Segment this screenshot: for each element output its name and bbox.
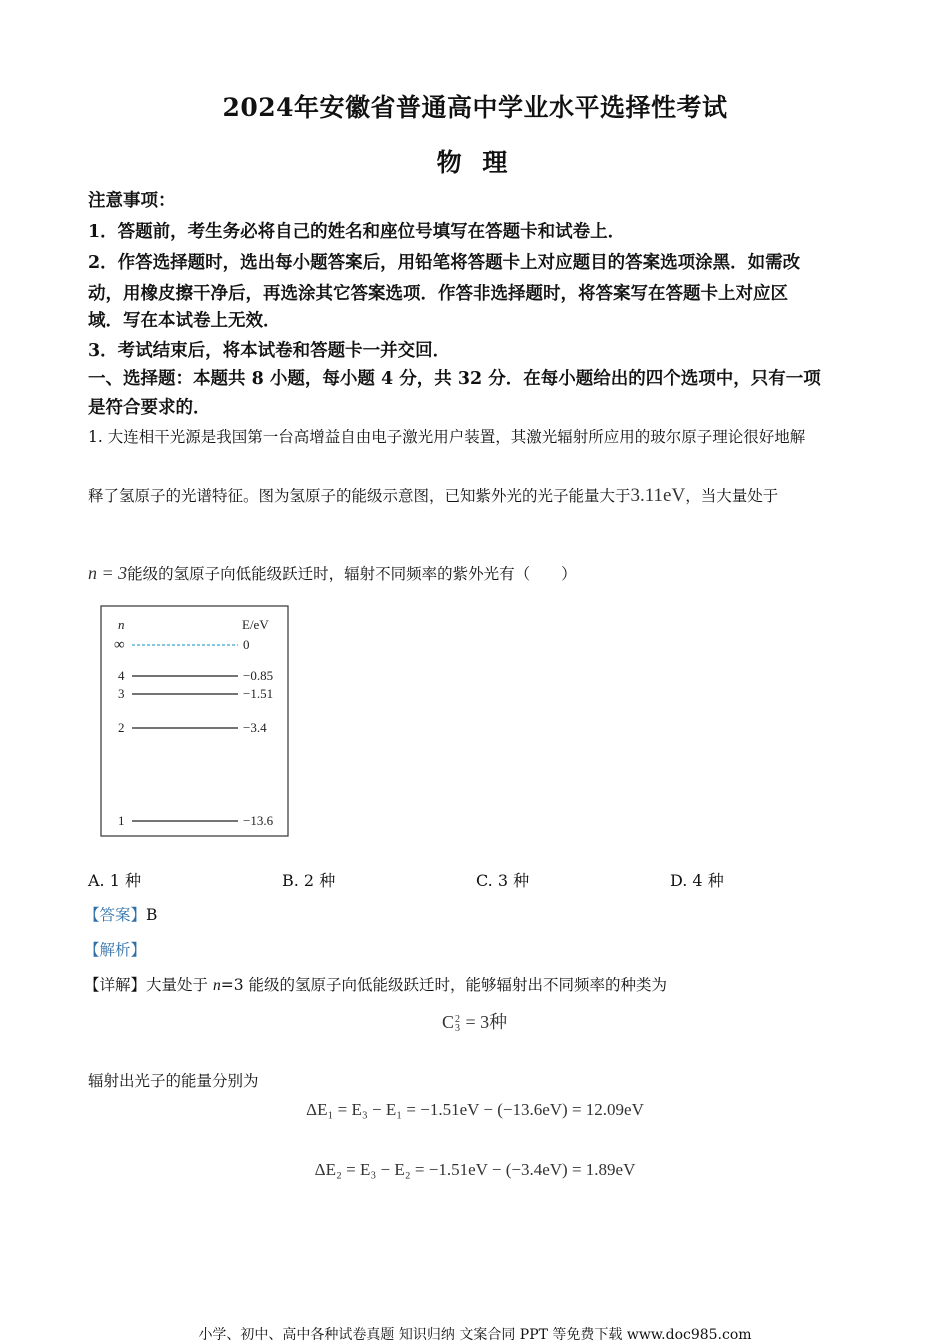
note-item-1: 1．答题前，考生务必将自己的姓名和座位号填写在答题卡和试卷上． [88,222,626,242]
question-line-1: 1. 大连相干光源是我国第一台高增益自由电子激光用户装置，其激光辐射所应用的玻尔原子理论很好地解 [88,428,806,446]
exam-title: 2024年安徽省普通高中学业水平选择性考试 [222,93,728,122]
question-line-2 [88,484,878,507]
formula-sup: 2 [455,1013,461,1025]
level-n-label: 3 [118,686,125,701]
note-item-2-line-2: 动，用橡皮擦干净后，再选涂其它答案选项．作答非选择题时，将答案写在答题卡上对应区 [88,284,788,304]
section-heading-line-1: 一、选择题：本题共 8 小题，每小题 4 分，共 32 分．在每小题给出的四个选项中，只有一项 [88,369,821,389]
option-a[interactable]: A. 1 种 [88,871,141,890]
answer-value: B [146,906,158,924]
option-d[interactable]: D. 4 种 [670,871,724,890]
level-energy-label: −0.85 [243,668,274,683]
level-n-label: 4 [118,668,125,683]
note-item-2-line-3: 域．写在本试卷上无效． [88,311,281,331]
subject-title: 物 理 [436,148,514,177]
section-heading-line-2: 是符合要求的． [88,398,211,418]
formula-rest: = 3种 [461,1012,508,1032]
detail-n-var: n [212,977,221,994]
question-line-3-text: 能级的氢原子向低能级跃迁时，辐射不同频率的紫外光有（ ） [127,565,577,583]
formula-sub: 3 [455,1022,461,1034]
formula-c: C [442,1012,455,1032]
n-axis-label: n [118,617,125,632]
notes-heading: 注意事项： [88,191,176,211]
energy-equation-1: ΔE₁ = E₃ − E₁ = −1.51eV − (−13.6eV) = 12.09eV [306,1100,644,1119]
energy-intro: 辐射出光子的能量分别为 [88,1072,259,1090]
level-energy-label: −3.4 [243,720,267,735]
energy-equation-2: ΔE₂ = E₃ − E₂ = −1.51eV − (−3.4eV) = 1.89eV [314,1160,636,1179]
option-b[interactable]: B. 2 种 [282,871,336,890]
level-n-label: 1 [118,813,125,828]
note-item-2-line-1: 2．作答选择题时，选出每小题答案后，用铅笔将答题卡上对应题目的答案选项涂黑．如需改 [88,253,801,273]
detail-text-pre: 大量处于 [146,976,213,994]
analysis-line [84,938,146,960]
analysis-label: 【解析】 [84,941,147,959]
level-energy-label: −13.6 [243,813,274,828]
question-line-2-tail: ，当大量处于 [685,487,779,505]
detail-text-post: =3 能级的氢原子向低能级跃迁时，能够辐射出不同频率的种类为 [220,976,667,994]
question-line-3 [88,562,878,584]
detail-label: 【详解】 [84,976,147,994]
level-n-label: ∞ [114,637,125,653]
energy-axis-label: E/eV [242,617,269,632]
answer-line [84,903,157,925]
answer-label: 【答案】 [84,906,147,924]
combination-formula [442,1008,507,1034]
level-energy-label: 0 [243,637,250,652]
n-equals-3: n = 3 [88,563,128,583]
energy-levels [114,637,274,828]
energy-threshold: 3.11eV [630,485,686,506]
energy-level-diagram [100,605,290,838]
detail-line [84,973,667,995]
option-c[interactable]: C. 3 种 [476,871,530,890]
question-line-2-text: 释了氢原子的光谱特征。图为氢原子的能级示意图，已知紫外光的光子能量大于 [88,487,631,505]
level-energy-label: −1.51 [243,686,274,701]
page-footer: 小学、初中、高中各种试卷真题 知识归纳 文案合同 PPT 等免费下载 www.doc985.com [198,1327,752,1343]
note-item-3: 3．考试结束后，将本试卷和答题卡一并交回． [88,341,451,361]
formula-indices [455,1015,460,1033]
level-n-label: 2 [118,720,125,735]
